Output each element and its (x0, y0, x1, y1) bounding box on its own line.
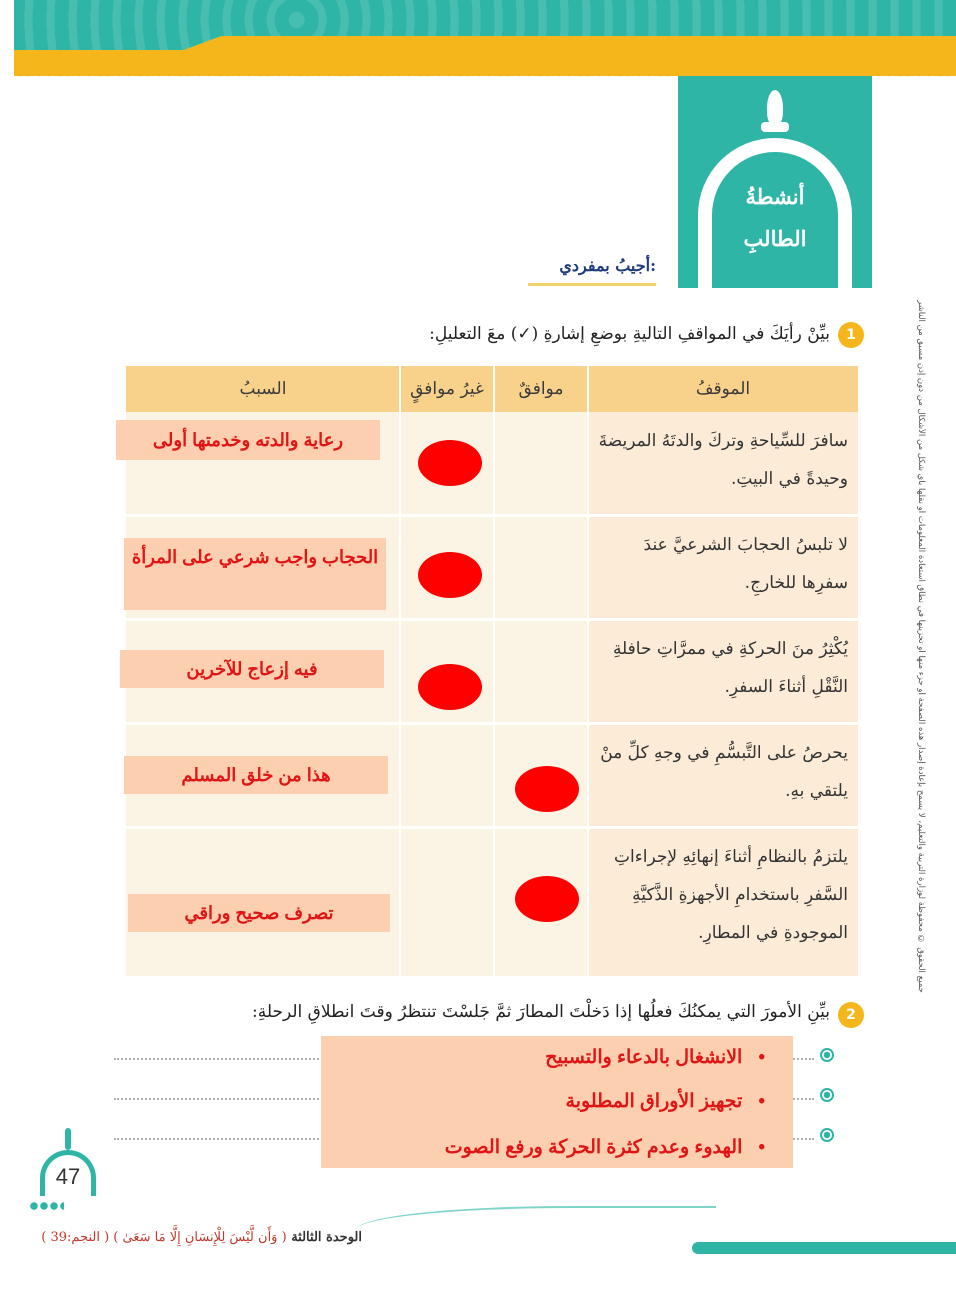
reason-answer: الحجاب واجب شرعي على المرأة (124, 538, 386, 610)
badge-title-line2: الطالبِ (743, 226, 807, 251)
page-number-badge (36, 1128, 100, 1198)
page-number: 47 (55, 1164, 81, 1189)
reason-answer: فيه إزعاج للآخرين (120, 650, 384, 688)
question-1-number: 1 (838, 322, 864, 348)
table-row-situation: يُكْثِرُ منَ الحركةِ في ممرَّاتِ حافلةِ النَّقْلِ أثناءَ السفرِ. (612, 639, 848, 697)
column-divider (493, 366, 495, 976)
minaret-base (761, 122, 789, 132)
header-disagree: غيرُ موافقٍ (410, 379, 484, 399)
row-divider (126, 826, 858, 829)
reason-answer: رعاية والدته وخدمتها أولى (116, 420, 380, 460)
disagree-mark[interactable] (418, 440, 482, 486)
header-agree: موافقٌ (518, 379, 564, 399)
table-row-situation: لا تلبسُ الحجابَ الشرعيَّ عندَ سفرِها للخارجِ. (643, 535, 848, 593)
copyright-note: جميع الحقوق © محفوظة لوزارة التربية والتعليم، لا يسمح بإعادة إصدار هذه الصفحة أو جزء منها أو تخزينها في نطاق استعادة المعلومات أو نقلها بأي شكل من الأشكال من دون إذن مسبق من الناشر (916, 300, 926, 993)
table-header (126, 366, 858, 412)
question-2-number: 2 (838, 1002, 864, 1028)
agree-mark[interactable] (515, 766, 579, 812)
table-row-situation: سافرَ للسِّياحةِ وتركَ والدتَهُ المريضةَ وحيدةً في البيتِ. (598, 431, 848, 489)
footer-bar (692, 1242, 956, 1254)
section-subheading: أجيبُ بمفردي: (528, 256, 656, 286)
question-2-text: بيِّنِ الأمورَ التي يمكنُكَ فعلُها إذا دَخلْتَ المطارَ ثمَّ جَلسْتَ تنتظرُ وقتَ انطلاقِ الرحلةِ: (251, 1002, 830, 1022)
disagree-mark[interactable] (418, 664, 482, 710)
bullet-icon (820, 1048, 834, 1062)
agree-mark[interactable] (515, 876, 579, 922)
disagree-mark[interactable] (418, 552, 482, 598)
decorative-dots (30, 1202, 64, 1210)
row-divider (126, 618, 858, 621)
footer-caption (36, 1230, 362, 1245)
reason-answer: هذا من خلق المسلم (124, 756, 388, 794)
header-situation: الموقفُ (695, 379, 751, 399)
reason-answer: تصرف صحيح وراقي (128, 894, 390, 932)
row-divider (126, 722, 858, 725)
header-reason: السببُ (239, 379, 287, 399)
unit-verse: ( وَأَن لَّيْسَ لِلْإِنسَانِ إِلَّا مَا سَعَىٰ ) ( النجم:39 ) (41, 1230, 287, 1245)
column-divider (587, 366, 589, 976)
table-row-situation: يحرصُ على التَّبسُّمِ في وجهِ كلِّ منْ يلتقي بهِ. (600, 743, 848, 801)
bullet-icon (820, 1088, 834, 1102)
column-divider (399, 366, 401, 976)
table-row-situation: يلتزمُ بالنظامِ أثناءَ إنهائِهِ لإجراءاتِ السَّفرِ باستخدامِ الأجهزةِ الذَّكيَّةِ الموجودةِ في المطارِ. (614, 847, 848, 943)
unit-title: الوحدة الثالثة (291, 1230, 362, 1245)
answer-item: • الهدوء وعدم كثرة الحركة ورفع الصوت (445, 1136, 765, 1159)
answer-item: • الانشغال بالدعاء والتسبيح (545, 1046, 765, 1069)
bullet-icon (820, 1128, 834, 1142)
minaret-icon (65, 1128, 71, 1150)
answer-item: • تجهيز الأوراق المطلوبة (566, 1090, 765, 1113)
badge-title-line1: أنشطةُ (745, 184, 805, 209)
footer-curve (356, 1206, 716, 1246)
row-divider (126, 514, 858, 517)
arch-icon (698, 138, 852, 288)
minaret-icon (767, 90, 783, 126)
question-1-text: بيِّنْ رأيَكَ في المواقفِ التاليةِ بوضعِ إشارةِ (✓) معَ التعليلِ: (429, 324, 830, 344)
answers-box (321, 1036, 793, 1168)
student-activities-badge (678, 76, 872, 288)
